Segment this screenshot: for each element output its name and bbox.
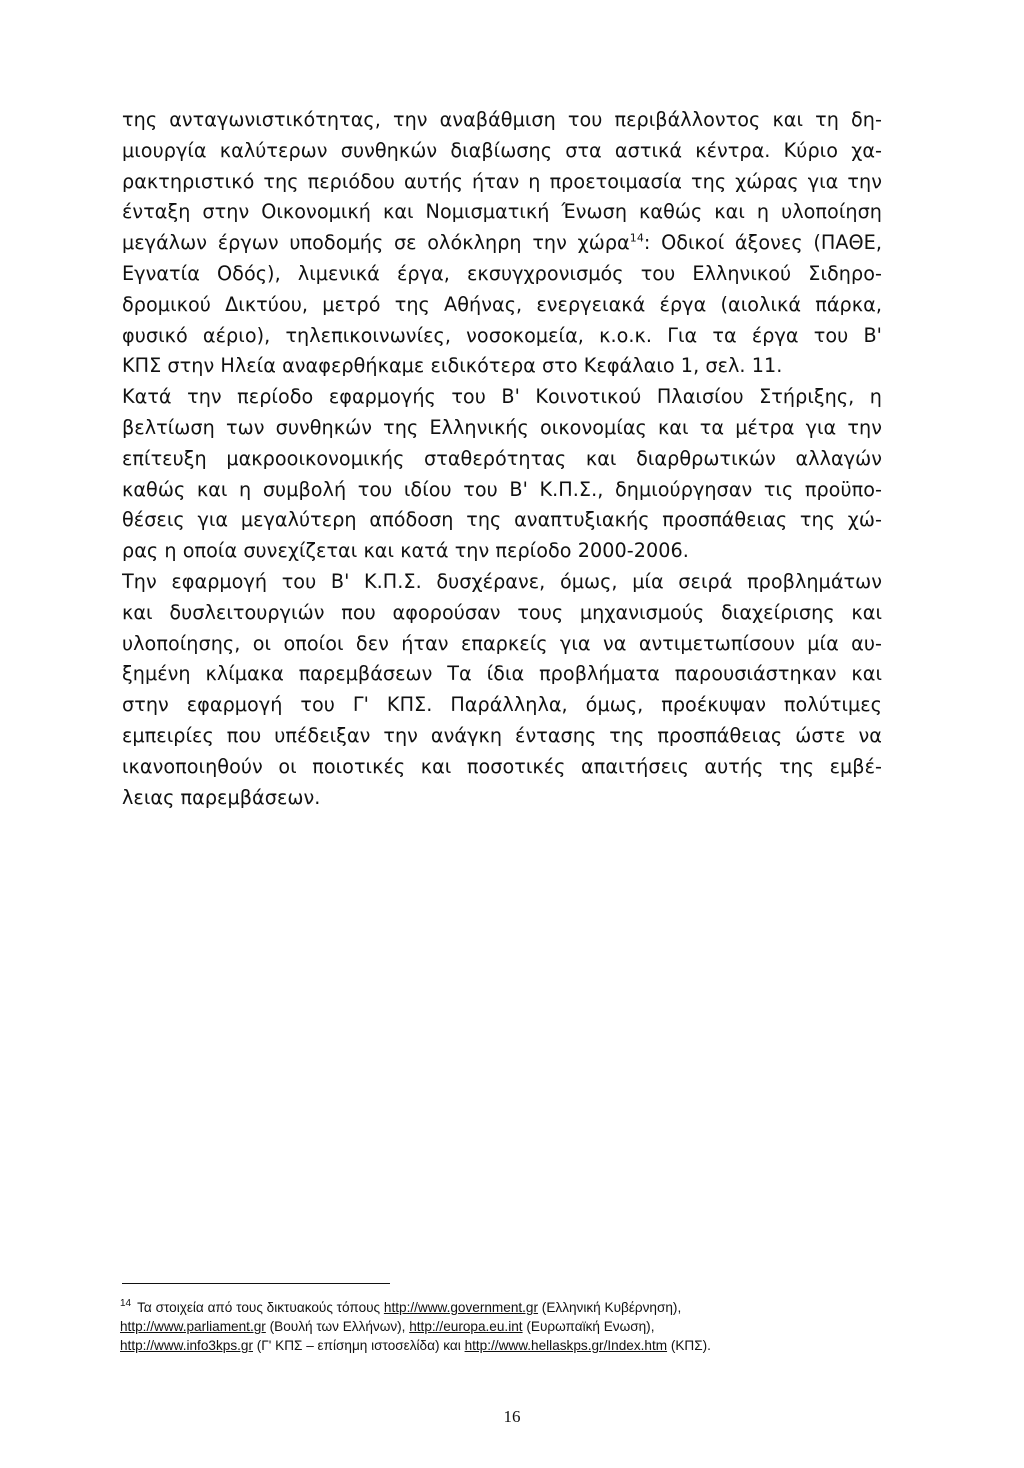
- text-line-content: φυσικό αέριο), τηλεπικοινωνίες, νοσοκομεία, κ.ο.κ. Για τα έργα του Β': [122, 323, 882, 347]
- text-line-content: Την εφαρμογή του Β' Κ.Π.Σ. δυσχέρανε, όμως, μία σειρά προβλημάτων: [122, 569, 882, 593]
- text-line: [122, 351, 882, 382]
- link-info3kps[interactable]: http://www.info3kps.gr: [120, 1338, 253, 1353]
- text-line: [122, 413, 882, 444]
- link-europa[interactable]: http://europa.eu.int: [409, 1319, 523, 1334]
- page-number: 16: [503, 1407, 521, 1426]
- text-line-content: ένταξη στην Οικονομική και Νομισματική Ένωση καθώς και η υλοποίηση: [122, 200, 882, 224]
- link-hellaskps[interactable]: http://www.hellaskps.gr/Index.htm: [464, 1338, 668, 1353]
- link-parliament[interactable]: http://www.parliament.gr: [120, 1319, 266, 1334]
- text-line: [122, 783, 882, 814]
- text-line: [122, 167, 882, 198]
- text-line: [122, 228, 882, 259]
- text-line: [122, 505, 882, 536]
- text-line-content: στην εφαρμογή του Γ' ΚΠΣ. Παράλληλα, όμως, προέκυψαν πολύτιμες: [122, 693, 882, 717]
- text-line: [122, 752, 882, 783]
- text-line: [122, 721, 882, 752]
- text-line: [122, 690, 882, 721]
- text-line-content: επίτευξη μακροοικονομικής σταθερότητας και διαρθρωτικών αλλαγών: [122, 446, 882, 470]
- text-line-content: Εγνατία Οδός), λιμενικά έργα, εκσυγχρονισμός του Ελληνικού Σιδηρο-: [122, 261, 882, 285]
- text-line-content: υλοποίησης, οι οποίοι δεν ήταν επαρκείς για να αντιμετωπίσουν μία αυ-: [122, 631, 882, 655]
- text-line-content: Κατά την περίοδο εφαρμογής του Β' Κοινοτικού Πλαισίου Στήριξης, η: [122, 385, 882, 409]
- text-line: [122, 567, 882, 598]
- link-government[interactable]: http://www.government.gr: [383, 1300, 539, 1315]
- text-line-content: ικανοποιηθούν οι ποιοτικές και ποσοτικές απαιτήσεις αυτής της εμβέ-: [122, 754, 882, 778]
- text-line-content: λειας παρεμβάσεων.: [122, 785, 321, 809]
- footnote-line-2: [120, 1317, 900, 1336]
- text-line-content: θέσεις για μεγαλύτερη απόδοση της αναπτυξιακής προσπάθειας της χώ-: [122, 508, 882, 532]
- body-text: [122, 105, 882, 813]
- text-line: [122, 197, 882, 228]
- footnote-text: (Βουλή των Ελλήνων),: [265, 1319, 410, 1334]
- footnote-separator: [122, 1283, 390, 1284]
- text-line-content: δρομικού Δικτύου, μετρό της Αθήνας, ενεργειακά έργα (αιολικά πάρκα,: [122, 292, 882, 316]
- text-line-content: μεγάλων έργων υποδομής σε ολόκληρη την χώρα: [122, 231, 630, 255]
- text-line-content: ΚΠΣ στην Ηλεία αναφερθήκαμε ειδικότερα στο Κεφάλαιο 1, σελ. 11.: [122, 354, 783, 378]
- text-line: [122, 444, 882, 475]
- text-line-content: ρας η οποία συνεχίζεται και κατά την περίοδο 2000-2006.: [122, 539, 689, 563]
- text-line-content: : Οδικοί άξονες (ΠΑΘΕ,: [643, 231, 882, 255]
- footnote-text: (Γ' ΚΠΣ – επίσημη ιστοσελίδα) και: [252, 1338, 465, 1353]
- text-line: [122, 321, 882, 352]
- text-line: [122, 536, 882, 567]
- text-line-content: μιουργία καλύτερων συνθηκών διαβίωσης στα αστικά κέντρα. Κύριο χα-: [122, 138, 882, 162]
- footnote-text: (ΚΠΣ).: [667, 1338, 711, 1353]
- text-line: [122, 659, 882, 690]
- text-line: [122, 105, 882, 136]
- text-line: [122, 290, 882, 321]
- footnotes: [120, 1298, 900, 1355]
- footnote-text: (Ελληνική Κυβέρνηση),: [538, 1300, 682, 1315]
- footnote-text: Τα στοιχεία από τους δικτυακούς τόπους: [137, 1300, 384, 1315]
- text-line-content: και δυσλειτουργιών που αφορούσαν τους μηχανισμούς διαχείρισης και: [122, 600, 882, 624]
- footnote-line-3: [120, 1336, 900, 1355]
- footnote-line-1: [120, 1298, 900, 1317]
- text-line-content: της ανταγωνιστικότητας, την αναβάθμιση του περιβάλλοντος και τη δη-: [122, 108, 882, 131]
- text-line-content: ξημένη κλίμακα παρεμβάσεων Τα ίδια προβλήματα παρουσιάστηκαν και: [122, 662, 882, 686]
- text-line: [122, 475, 882, 506]
- footnote-reference[interactable]: 14: [629, 231, 644, 245]
- footnote-text: (Ευρωπαϊκή Ενωση),: [522, 1319, 655, 1334]
- text-line-content: καθώς και η συμβολή του ιδίου του Β' Κ.Π.Σ., δημιούργησαν τις προϋπο-: [122, 477, 882, 501]
- text-line: [122, 598, 882, 629]
- text-line: [122, 259, 882, 290]
- text-line: [122, 382, 882, 413]
- text-line: [122, 136, 882, 167]
- text-line: [122, 629, 882, 660]
- text-line-content: εμπειρίες που υπέδειξαν την ανάγκη έντασης της προσπάθειας ώστε να: [122, 723, 882, 747]
- text-line-content: ρακτηριστικό της περιόδου αυτής ήταν η προετοιμασία της χώρας για την: [122, 169, 882, 193]
- text-line-content: βελτίωση των συνθηκών της Ελληνικής οικονομίας και τα μέτρα για την: [122, 415, 882, 439]
- footnote-marker: 14: [120, 1298, 132, 1310]
